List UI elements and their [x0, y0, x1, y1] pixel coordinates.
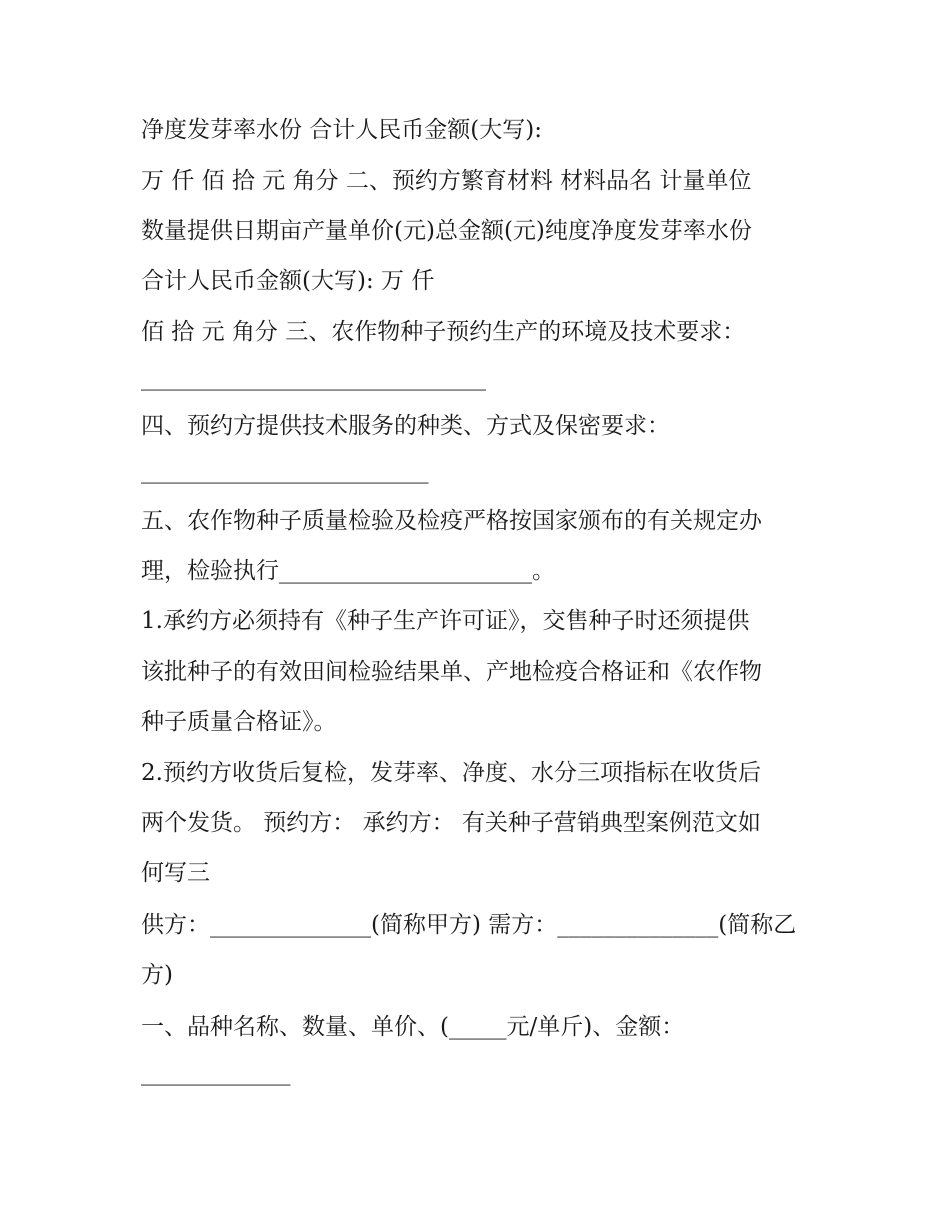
text-line: 四、预约方提供技术服务的种类、方式及保密要求： [141, 413, 670, 439]
text-line: 佰 拾 元 角分 三、农作物种子预约生产的环境及技术要求： [141, 319, 746, 345]
text-line: 数量提供日期亩产量单价(元)总金额(元)纯度净度发芽率水份 [141, 218, 752, 244]
text-line: 合计人民币金额(大写): 万 仟 [141, 268, 435, 294]
text-line: 一、品种名称、数量、单价、(_____元/单斤)、金额： [141, 1014, 685, 1040]
text-line: 净度发芽率水份 合计人民币金额(大写): [141, 117, 543, 143]
blank-underline: _________________________ [141, 458, 429, 484]
text-line: 两个发货。 预约方： 承约方： 有关种子营销典型案例范文如 [141, 810, 761, 836]
text-line: 万 仟 佰 拾 元 角分 二、预约方繁育材料 材料品名 计量单位 [141, 168, 752, 194]
text-line: 2.预约方收货后复检，发芽率、净度、水分三项指标在收货后 [141, 760, 761, 786]
text-line: 理，检验执行______________________。 [141, 558, 555, 584]
text-line: 方) [141, 962, 173, 988]
text-line: 该批种子的有效田间检验结果单、产地检疫合格证和《农作物 [141, 659, 762, 685]
text-line: 1.承约方必须持有《种子生产许可证》，交售种子时还须提供 [141, 608, 750, 634]
blank-underline: _____________ [141, 1060, 291, 1086]
blank-underline: ______________________________ [141, 365, 486, 391]
text-line: 种子质量合格证》。 [141, 709, 337, 735]
text-line: 何写三 [141, 860, 210, 886]
text-line: 五、农作物种子质量检验及检疫严格按国家颁布的有关规定办 [141, 508, 762, 534]
text-line: 供方：______________(简称甲方) 需方：______________(简称乙 [141, 912, 797, 938]
